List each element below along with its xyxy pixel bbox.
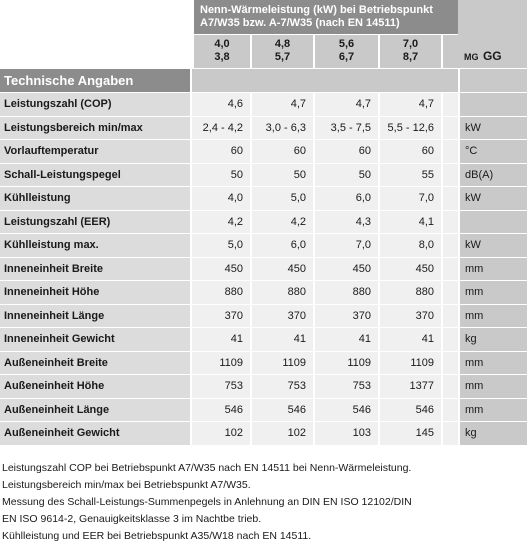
- value-cell: 4,2: [252, 211, 313, 234]
- value-cell: 7,0: [380, 187, 441, 210]
- value-cell: 5,0: [252, 187, 313, 210]
- value-cell: 60: [380, 140, 441, 163]
- unit-cell: dB(A): [460, 164, 527, 187]
- power-value-bottom: 8,7: [402, 51, 419, 63]
- value-cell: 546: [315, 399, 378, 422]
- header-title-line-2: A7/W35 bzw. A-7/W35 (nach EN 14511): [200, 17, 400, 29]
- row-label: Leistungszahl (EER): [0, 211, 190, 234]
- value-cell: 880: [380, 281, 441, 304]
- unit-cell: kg: [460, 422, 527, 445]
- value-cell: 4,7: [315, 93, 378, 116]
- table-row: [0, 117, 527, 141]
- value-cell: 50: [192, 164, 250, 187]
- value-cell: 50: [252, 164, 313, 187]
- value-cell: 4,2: [192, 211, 250, 234]
- footnote: Messung des Schall-Leistungs-Summenpegels in Anlehnung an DIN EN ISO 12102/DIN: [2, 496, 412, 508]
- spacer-cell: [443, 399, 458, 422]
- power-column-spacer: [443, 35, 458, 68]
- value-cell: 8,0: [380, 234, 441, 257]
- value-cell: 4,1: [380, 211, 441, 234]
- row-label: Außeneinheit Höhe: [0, 375, 190, 398]
- table-row: [0, 187, 527, 211]
- value-cell: 7,0: [315, 234, 378, 257]
- value-cell: 450: [252, 258, 313, 281]
- power-value-top: 4,0: [214, 38, 230, 50]
- power-value-top: 5,6: [338, 38, 355, 50]
- spacer-cell: [443, 281, 458, 304]
- value-cell: 1377: [380, 375, 441, 398]
- value-cell: 370: [252, 305, 313, 328]
- value-cell: 102: [252, 422, 313, 445]
- unit-cell: mm: [460, 375, 527, 398]
- footnotes: [2, 460, 522, 545]
- value-cell: 753: [315, 375, 378, 398]
- value-cell: 546: [192, 399, 250, 422]
- spacer-cell: [443, 164, 458, 187]
- unit-cell: kW: [460, 234, 527, 257]
- footnote: Leistungszahl COP bei Betriebspunkt A7/W35 nach EN 14511 bei Nenn-Wärmeleistung.: [2, 462, 412, 474]
- table-row: [0, 93, 527, 117]
- spec-table-body: [0, 93, 527, 446]
- value-cell: 4,7: [252, 93, 313, 116]
- row-label: Kühlleistung: [0, 187, 190, 210]
- value-cell: 6,0: [252, 234, 313, 257]
- spacer-cell: [443, 352, 458, 375]
- row-label: Außeneinheit Gewicht: [0, 422, 190, 445]
- section-header: [0, 69, 527, 92]
- value-cell: 5,0: [192, 234, 250, 257]
- mg-label: MG: [464, 52, 479, 62]
- value-cell: 880: [252, 281, 313, 304]
- value-cell: 4,3: [315, 211, 378, 234]
- table-row: [0, 211, 527, 235]
- value-cell: 880: [315, 281, 378, 304]
- value-cell: 450: [315, 258, 378, 281]
- unit-cell: mm: [460, 399, 527, 422]
- unit-cell: °C: [460, 140, 527, 163]
- power-value-bottom: 5,7: [274, 51, 291, 63]
- table-row: [0, 422, 527, 446]
- header-title: [194, 0, 458, 34]
- unit-cell: kW: [460, 117, 527, 140]
- power-column-2: [252, 35, 313, 68]
- value-cell: 1109: [380, 352, 441, 375]
- unit-cell: mm: [460, 305, 527, 328]
- value-cell: 60: [192, 140, 250, 163]
- power-value-bottom: 3,8: [214, 51, 230, 63]
- value-cell: 546: [252, 399, 313, 422]
- model-header: [458, 0, 527, 68]
- footnote: EN ISO 9614-2, Genauigkeitsklasse 3 im Nachtbe trieb.: [2, 513, 262, 525]
- unit-cell: mm: [460, 352, 527, 375]
- unit-cell: mm: [460, 258, 527, 281]
- table-row: [0, 352, 527, 376]
- value-cell: 41: [315, 328, 378, 351]
- table-row: [0, 258, 527, 282]
- unit-cell: [460, 93, 527, 116]
- spacer-cell: [443, 305, 458, 328]
- table-header: [0, 0, 527, 68]
- table-row: [0, 140, 527, 164]
- spacer-cell: [443, 93, 458, 116]
- value-cell: 2,4 - 4,2: [192, 117, 250, 140]
- power-value-top: 7,0: [402, 38, 419, 50]
- footnote: Leistungsbereich min/max bei Betriebspunkt A7/W35.: [2, 479, 251, 491]
- value-cell: 102: [192, 422, 250, 445]
- value-cell: 103: [315, 422, 378, 445]
- value-cell: 50: [315, 164, 378, 187]
- footnote: Kühlleistung und EER bei Betriebspunkt A35/W18 nach EN 14511.: [2, 530, 312, 542]
- row-label: Inneneinheit Gewicht: [0, 328, 190, 351]
- value-cell: 450: [192, 258, 250, 281]
- section-header-fill: [192, 69, 458, 92]
- power-value-top: 4,8: [274, 38, 291, 50]
- spacer-cell: [443, 140, 458, 163]
- value-cell: 6,0: [315, 187, 378, 210]
- value-cell: 880: [192, 281, 250, 304]
- value-cell: 753: [252, 375, 313, 398]
- row-label: Außeneinheit Breite: [0, 352, 190, 375]
- spacer-cell: [443, 187, 458, 210]
- value-cell: 5,5 - 12,6: [380, 117, 441, 140]
- table-row: [0, 164, 527, 188]
- value-cell: 4,6: [192, 93, 250, 116]
- value-cell: 450: [380, 258, 441, 281]
- row-label: Leistungszahl (COP): [0, 93, 190, 116]
- value-cell: 546: [380, 399, 441, 422]
- value-cell: 60: [315, 140, 378, 163]
- value-cell: 145: [380, 422, 441, 445]
- value-cell: 41: [252, 328, 313, 351]
- row-label: Außeneinheit Länge: [0, 399, 190, 422]
- table-row: [0, 399, 527, 423]
- row-label: Schall-Leistungspegel: [0, 164, 190, 187]
- value-cell: 370: [380, 305, 441, 328]
- spacer-cell: [443, 258, 458, 281]
- value-cell: 41: [380, 328, 441, 351]
- spacer-cell: [443, 211, 458, 234]
- power-column-3: [315, 35, 378, 68]
- spacer-cell: [443, 117, 458, 140]
- value-cell: 3,5 - 7,5: [315, 117, 378, 140]
- value-cell: 1109: [315, 352, 378, 375]
- row-label: Inneneinheit Länge: [0, 305, 190, 328]
- value-cell: 753: [192, 375, 250, 398]
- unit-cell: kg: [460, 328, 527, 351]
- section-title: Technische Angaben: [0, 69, 190, 92]
- value-cell: 41: [192, 328, 250, 351]
- unit-cell: kW: [460, 187, 527, 210]
- unit-cell: mm: [460, 281, 527, 304]
- spacer-cell: [443, 422, 458, 445]
- row-label: Inneneinheit Breite: [0, 258, 190, 281]
- spacer-cell: [443, 234, 458, 257]
- row-label: Leistungsbereich min/max: [0, 117, 190, 140]
- value-cell: 370: [315, 305, 378, 328]
- table-row: [0, 375, 527, 399]
- row-label: Kühlleistung max.: [0, 234, 190, 257]
- power-value-bottom: 6,7: [338, 51, 355, 63]
- row-label: Vorlauftemperatur: [0, 140, 190, 163]
- value-cell: 4,7: [380, 93, 441, 116]
- unit-cell: [460, 211, 527, 234]
- table-row: [0, 328, 527, 352]
- gg-label: GG: [482, 49, 502, 63]
- spacer-cell: [443, 375, 458, 398]
- power-column-4: [380, 35, 441, 68]
- model-label: [464, 47, 502, 65]
- value-cell: 60: [252, 140, 313, 163]
- value-cell: 1109: [252, 352, 313, 375]
- spacer-cell: [443, 328, 458, 351]
- value-cell: 370: [192, 305, 250, 328]
- power-column-1: [194, 35, 250, 68]
- row-label: Inneneinheit Höhe: [0, 281, 190, 304]
- table-row: [0, 281, 527, 305]
- value-cell: 4,0: [192, 187, 250, 210]
- header-title-line-1: Nenn-Wärmeleistung (kW) bei Betriebspunkt: [200, 4, 433, 16]
- section-header-unit-fill: [460, 69, 527, 92]
- value-cell: 1109: [192, 352, 250, 375]
- table-row: [0, 234, 527, 258]
- value-cell: 55: [380, 164, 441, 187]
- value-cell: 3,0 - 6,3: [252, 117, 313, 140]
- table-row: [0, 305, 527, 329]
